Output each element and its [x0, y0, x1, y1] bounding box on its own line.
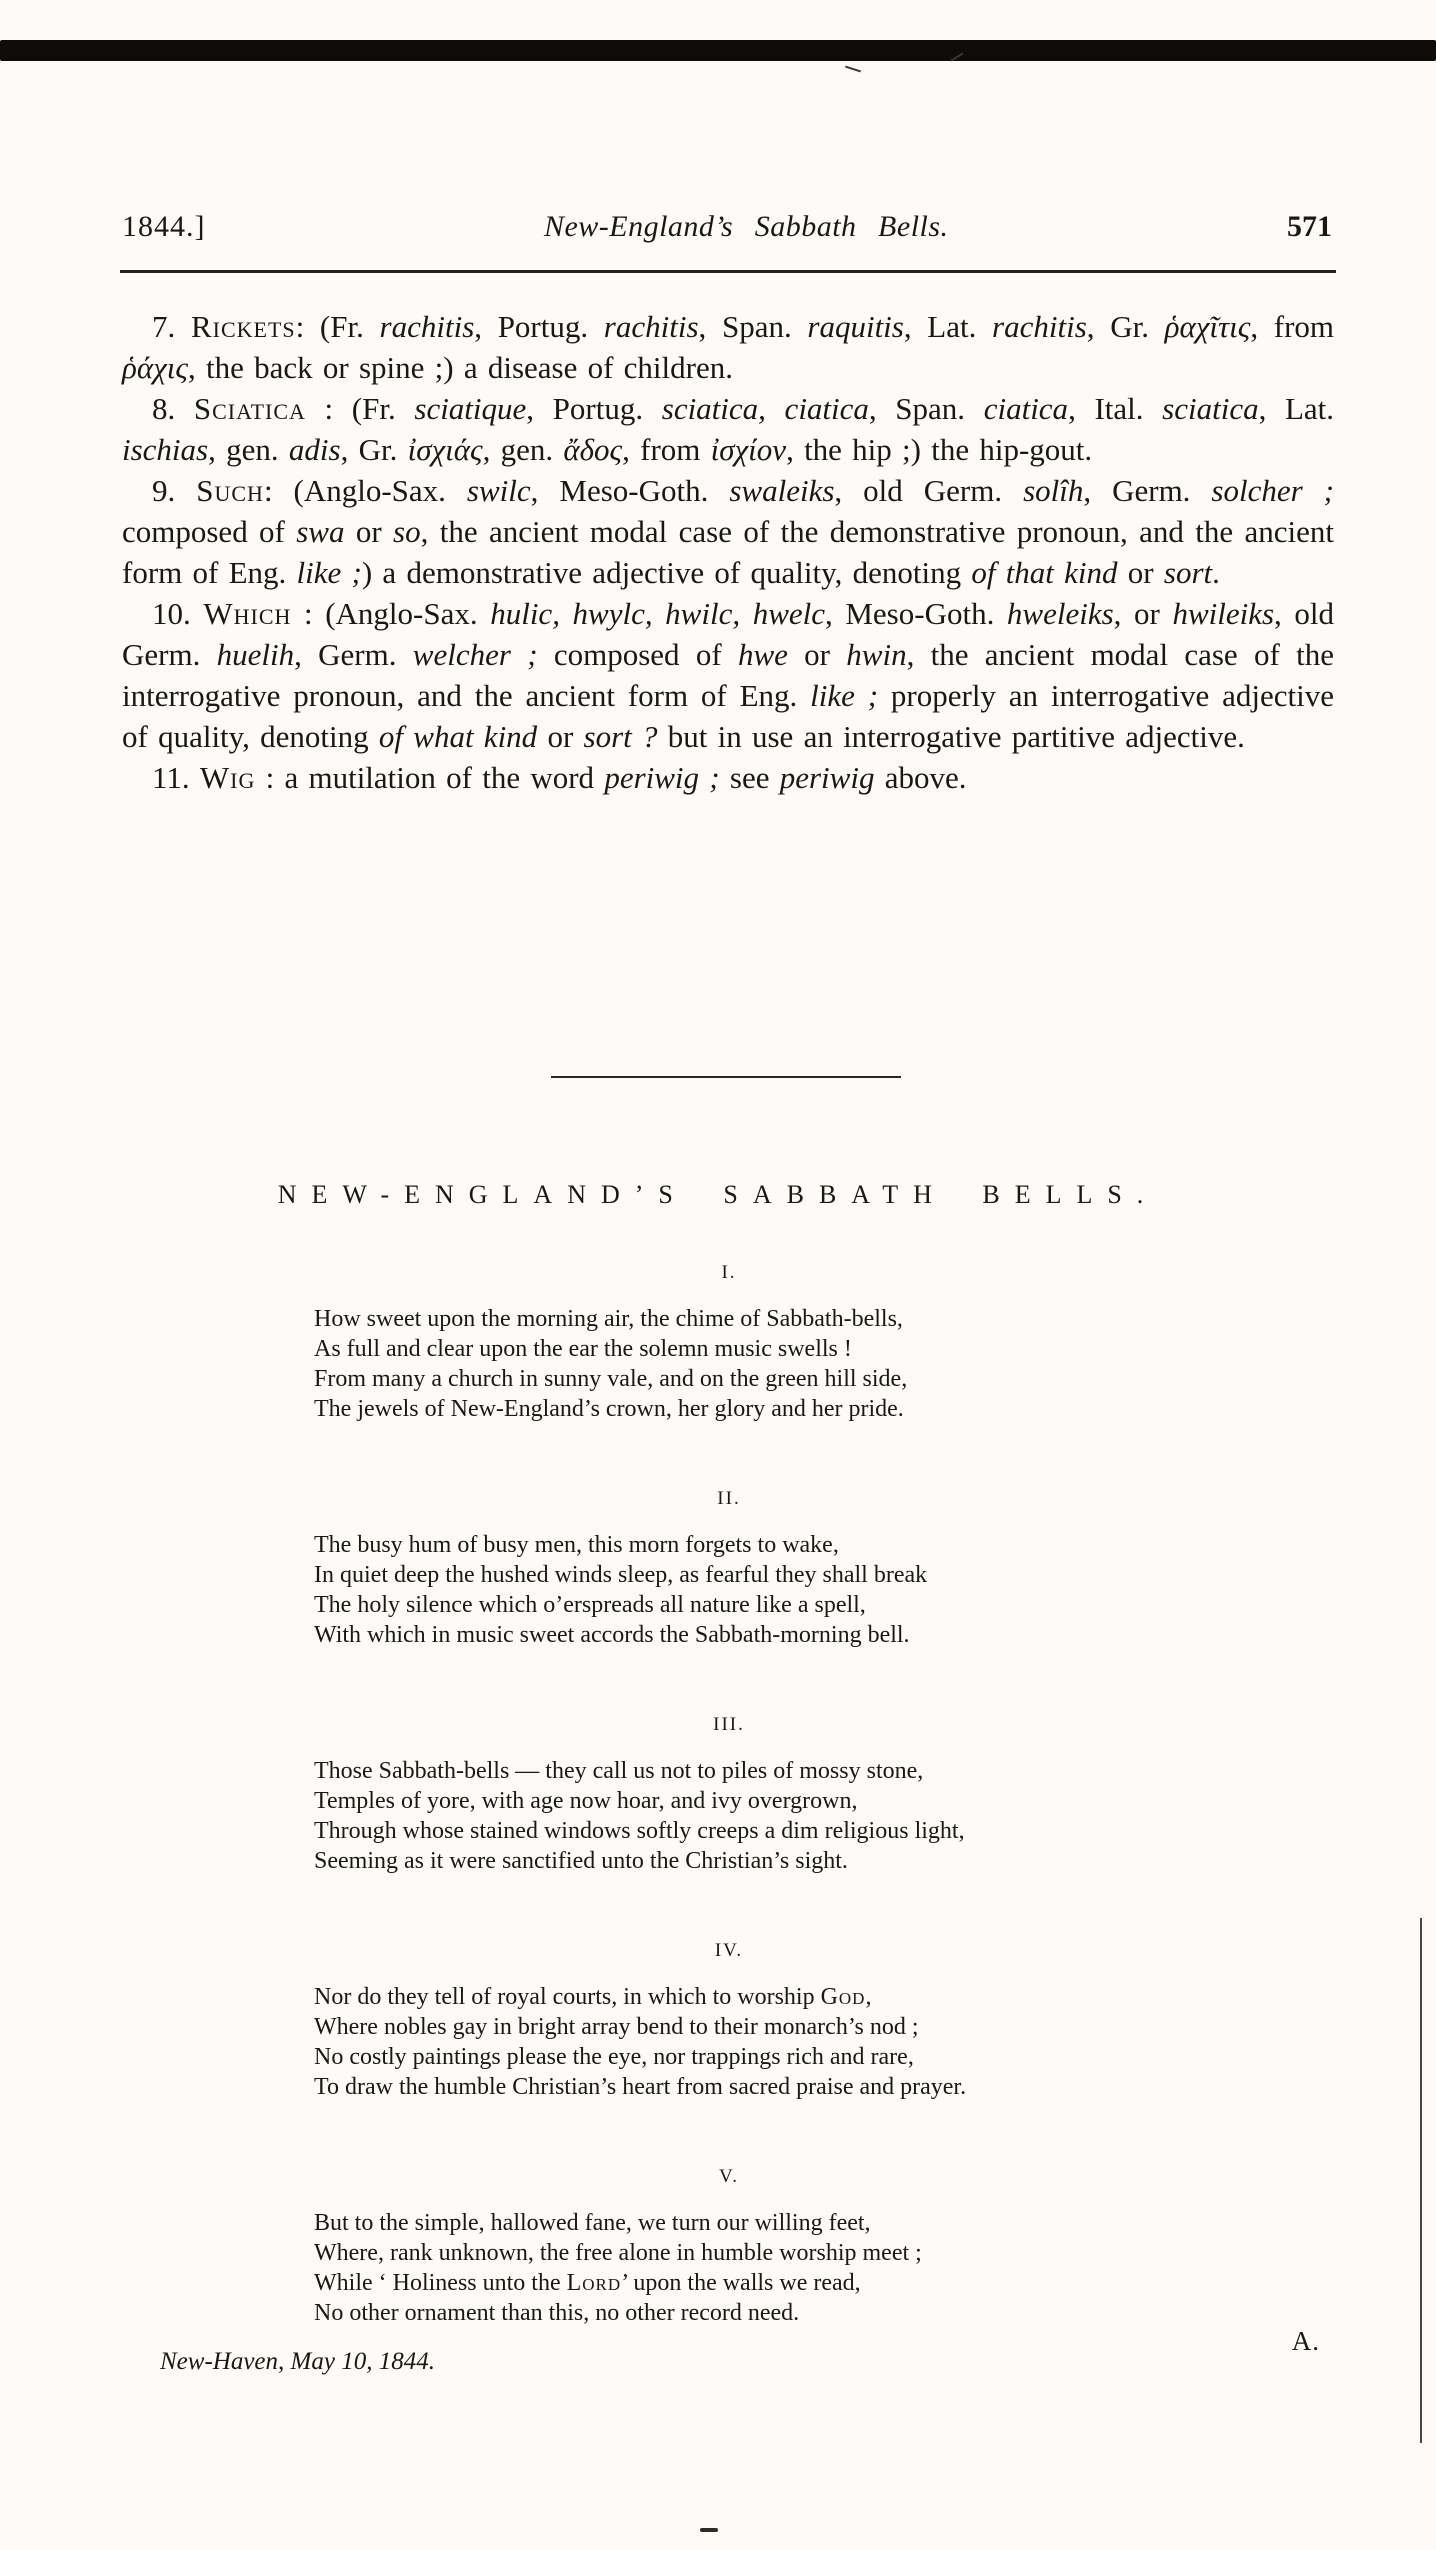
- text-segment: hwileiks: [1172, 596, 1275, 631]
- text-segment: Through whose stained windows softly creeps a dim religious light,: [314, 1818, 965, 1844]
- stanza: [314, 1756, 1144, 1876]
- scan-artifact-right-line: [1420, 1918, 1422, 2443]
- text-segment: , the hip ;) the hip-gout.: [786, 432, 1093, 467]
- text-segment: With which in music sweet accords the Sabbath-morning bell.: [314, 1622, 910, 1648]
- text-segment: Sciatica: [193, 391, 306, 426]
- stanza-numeral: V.: [718, 2166, 740, 2187]
- text-segment: adis: [288, 432, 341, 467]
- text-segment: Those Sabbath-bells — they call us not to piles of mossy stone,: [314, 1758, 924, 1784]
- text-segment: hulic, hwylc, hwilc, hwelc: [490, 596, 826, 631]
- text-segment: ῥαχῖτις: [1164, 309, 1251, 344]
- text-segment: hweleiks: [1006, 596, 1114, 631]
- text-segment: sciatique: [414, 391, 527, 426]
- text-segment: of what kind: [378, 719, 538, 754]
- text-segment: ῥάχις: [122, 350, 188, 385]
- stanza-numeral: I.: [721, 1262, 737, 1283]
- text-segment: The holy silence which o’erspreads all nature like a spell,: [314, 1592, 866, 1618]
- stanza: [314, 2208, 1144, 2328]
- text-segment: , the ancient modal case of the interrogative pronoun, and the ancient form of Eng.: [122, 637, 1334, 713]
- poem-line: [314, 2238, 1144, 2268]
- text-segment: , Meso-Goth.: [825, 596, 1007, 631]
- stanza: [314, 1304, 1144, 1424]
- text-segment: , from: [1250, 309, 1335, 344]
- dictionary-entry: [122, 306, 1334, 388]
- poem-line: [314, 1756, 1144, 1786]
- text-segment: , the ancient modal case of the demonstrative pronoun, and the ancient form of Eng.: [122, 514, 1334, 590]
- text-segment: but in use an interrogative partitive adjective.: [657, 719, 1245, 754]
- text-segment: No other ornament than this, no other record need.: [314, 2300, 800, 2326]
- text-segment: As full and clear upon the ear the solemn music swells !: [314, 1336, 852, 1362]
- text-segment: periwig ;: [604, 760, 720, 795]
- text-segment: , Lat.: [1258, 391, 1335, 426]
- poem-line: [314, 1816, 1144, 1846]
- text-segment: Wig: [199, 760, 256, 795]
- section-divider: [551, 1076, 901, 1078]
- text-segment: , gen.: [208, 432, 289, 467]
- text-segment: : a mutilation of the word: [255, 760, 605, 795]
- text-segment: : (Fr.: [295, 309, 380, 344]
- text-segment: : (Fr.: [305, 391, 415, 426]
- text-segment: Nor do they tell of royal courts, in which to worship: [314, 1984, 821, 2010]
- stanza-numeral: II.: [717, 1488, 741, 1509]
- text-segment: like ;: [296, 555, 362, 590]
- text-segment: sort: [1163, 555, 1213, 590]
- dictionary-entry: [122, 757, 1334, 798]
- text-segment: ischias: [122, 432, 209, 467]
- text-segment: 11.: [152, 760, 200, 795]
- text-segment: Rickets: [190, 309, 296, 344]
- text-segment: Where nobles gay in bright array bend to their monarch’s nod ;: [314, 2014, 919, 2040]
- poem-line: [314, 1364, 1144, 1394]
- text-segment: swaleiks: [729, 473, 835, 508]
- text-segment: properly an interrogative adjective of quality, denoting: [122, 678, 1334, 754]
- text-segment: , Ital.: [1068, 391, 1163, 426]
- poem-line: [314, 1334, 1144, 1364]
- text-segment: , Meso-Goth.: [530, 473, 730, 508]
- text-segment: swilc: [466, 473, 531, 508]
- text-segment: sciatica: [1162, 391, 1259, 426]
- text-segment: From many a church in sunny vale, and on the green hill side,: [314, 1366, 908, 1392]
- stanza-numeral: IV.: [714, 1940, 744, 1961]
- poem-line: [314, 1530, 1144, 1560]
- text-segment: , old Germ.: [122, 596, 1335, 672]
- text-segment: or: [537, 719, 584, 754]
- dictionary-entry: [122, 470, 1334, 593]
- text-segment: , old Germ.: [834, 473, 1024, 508]
- text-segment: .: [1212, 555, 1220, 590]
- text-segment: solîh: [1023, 473, 1084, 508]
- header-page-number: 571: [1287, 210, 1332, 243]
- poem-line: [314, 2012, 1144, 2042]
- text-segment: Lord: [566, 2270, 622, 2296]
- text-segment: ,: [865, 1984, 872, 2010]
- text-segment: see: [719, 760, 780, 795]
- text-segment: To draw the humble Christian’s heart from sacred praise and prayer.: [314, 2074, 967, 2100]
- text-segment: While ‘ Holiness unto the: [314, 2270, 567, 2296]
- text-segment: sciatica, ciatica: [661, 391, 869, 426]
- poem-line: [314, 1560, 1144, 1590]
- text-segment: , Portug.: [474, 309, 604, 344]
- poem-title: NEW-ENGLAND’S SABBATH BELLS.: [277, 1180, 1159, 1209]
- text-segment: , gen.: [482, 432, 564, 467]
- text-segment: In quiet deep the hushed winds sleep, as fearful they shall break: [314, 1562, 928, 1588]
- poem-line: [314, 2208, 1144, 2238]
- text-segment: , from: [622, 432, 711, 467]
- text-segment: so: [393, 514, 421, 549]
- text-segment: , Portug.: [526, 391, 662, 426]
- text-segment: welcher ;: [412, 637, 538, 672]
- poem-line: [314, 1304, 1144, 1334]
- poem-line: [314, 1590, 1144, 1620]
- text-segment: ἰσχίον: [710, 432, 787, 467]
- text-segment: swa: [296, 514, 345, 549]
- text-segment: 8.: [152, 391, 194, 426]
- text-segment: , Gr.: [1086, 309, 1165, 344]
- text-segment: : (Anglo-Sax.: [263, 473, 467, 508]
- stanza: [314, 1530, 1144, 1650]
- text-segment: of that kind: [971, 555, 1118, 590]
- text-segment: Seeming as it were sanctified unto the Christian’s sight.: [314, 1848, 848, 1874]
- text-segment: Where, rank unknown, the free alone in humble worship meet ;: [314, 2240, 922, 2266]
- dictionary-entry: [122, 388, 1334, 470]
- text-segment: solcher ;: [1211, 473, 1334, 508]
- text-segment: The jewels of New-England’s crown, her glory and her pride.: [314, 1396, 904, 1422]
- text-segment: rachitis: [603, 309, 699, 344]
- poem-line: [314, 2072, 1144, 2102]
- header-running-title: New-England’s Sabbath Bells.: [543, 210, 949, 243]
- text-segment: ἄδος: [563, 432, 623, 467]
- stanza-numeral: III.: [713, 1714, 745, 1735]
- text-segment: Which: [203, 596, 292, 631]
- poem-line: [314, 2268, 1144, 2298]
- text-segment: , Germ.: [294, 637, 413, 672]
- text-segment: composed of: [537, 637, 738, 672]
- text-segment: rachitis: [992, 309, 1087, 344]
- dictionary-entry: [122, 593, 1334, 757]
- scan-artifact-speck: [845, 66, 861, 73]
- text-segment: , Germ.: [1083, 473, 1212, 508]
- header-year: 1844.]: [122, 210, 206, 243]
- text-segment: 9.: [152, 473, 197, 508]
- text-segment: , or: [1113, 596, 1173, 631]
- text-segment: Temples of yore, with age now hoar, and ivy overgrown,: [314, 1788, 858, 1814]
- text-segment: hwin: [846, 637, 907, 672]
- text-segment: ) a demonstrative adjective of quality, denoting: [361, 555, 972, 590]
- poem-line: [314, 1394, 1144, 1424]
- poem-section: [314, 1262, 1144, 2328]
- poem-line: [314, 1846, 1144, 1876]
- text-segment: How sweet upon the morning air, the chime of Sabbath-bells,: [314, 1306, 903, 1332]
- text-segment: or: [1117, 555, 1164, 590]
- page-header: [122, 210, 1332, 244]
- text-segment: rachitis: [379, 309, 475, 344]
- text-segment: , Gr.: [340, 432, 408, 467]
- text-segment: , the back or spine ;) a disease of children.: [187, 350, 733, 385]
- poem-line: [314, 1982, 1144, 2012]
- text-segment: No costly paintings please the eye, nor trappings rich and rare,: [314, 2044, 914, 2070]
- text-segment: : (Anglo-Sax.: [291, 596, 491, 631]
- text-segment: Such: [196, 473, 264, 508]
- poem-line: [314, 2298, 1144, 2328]
- header-rule: [120, 270, 1336, 273]
- text-segment: hwe: [737, 637, 788, 672]
- text-segment: , Lat.: [903, 309, 993, 344]
- poem-line: [314, 1786, 1144, 1816]
- text-segment: 7.: [152, 309, 191, 344]
- text-segment: or: [787, 637, 847, 672]
- scan-artifact-top-bar: [0, 40, 1436, 61]
- text-segment: , Span.: [698, 309, 808, 344]
- text-segment: like ;: [810, 678, 879, 713]
- scan-artifact-bottom-mark: [700, 2528, 718, 2532]
- entries-section: [122, 306, 1334, 798]
- text-segment: composed of: [122, 514, 297, 549]
- text-segment: raquitis: [807, 309, 904, 344]
- text-segment: God: [820, 1984, 866, 2010]
- text-segment: sort ?: [583, 719, 658, 754]
- stanza: [314, 1982, 1144, 2102]
- text-segment: , Span.: [868, 391, 984, 426]
- text-segment: periwig: [779, 760, 875, 795]
- poem-line: [314, 1620, 1144, 1650]
- text-segment: But to the simple, hallowed fane, we turn our willing feet,: [314, 2210, 871, 2236]
- text-segment: ciatica: [983, 391, 1069, 426]
- poem-line: [314, 2042, 1144, 2072]
- text-segment: The busy hum of busy men, this morn forgets to wake,: [314, 1532, 839, 1558]
- text-segment: ’ upon the walls we read,: [621, 2270, 861, 2296]
- footer-signature: A.: [1291, 2326, 1320, 2356]
- text-segment: above.: [874, 760, 967, 795]
- text-segment: huelih: [216, 637, 295, 672]
- footer-dateline: New-Haven, May 10, 1844.: [160, 2348, 435, 2375]
- text-segment: ἰσχιάς: [407, 432, 483, 467]
- text-segment: or: [344, 514, 394, 549]
- text-segment: 10.: [152, 596, 204, 631]
